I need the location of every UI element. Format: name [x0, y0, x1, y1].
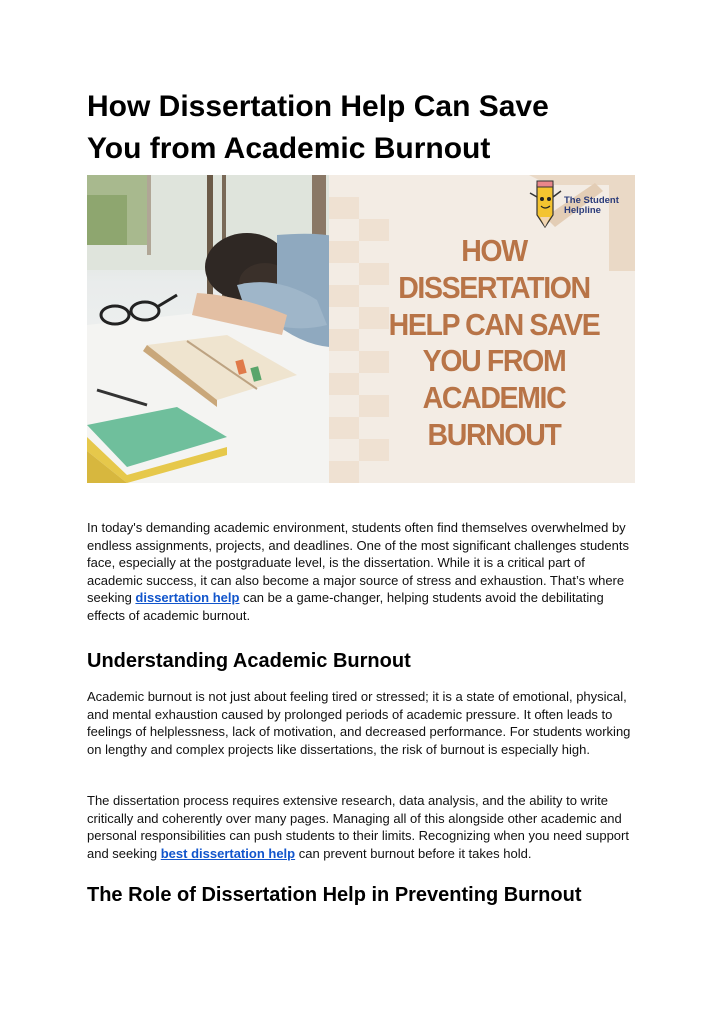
page-title-line2: You from Academic Burnout: [87, 132, 491, 165]
intro-text-after: can be a game-changer, helping students avoid the debilitating effects of academic burnout.: [87, 590, 604, 623]
hero-title: [370, 233, 618, 454]
brand-logo-line2: Helpline: [564, 205, 601, 216]
section-heading-role: The Role of Dissertation Help in Preventing Burnout: [87, 884, 582, 906]
student-sleeping-illustration: [87, 175, 359, 483]
section-heading-understanding: Understanding Academic Burnout: [87, 650, 411, 672]
para2-text-before: The dissertation process requires extensive research, data analysis, and the ability to write critically and coherently over many pages. Managing all of this alongside other academic and personal responsibilities can push students to their limits. Recognizing when you need support and seeking: [87, 793, 629, 861]
pencil-mascot-icon: [527, 179, 563, 229]
hero-image: [87, 175, 635, 483]
para2-text-after: can prevent burnout before it takes hold.: [295, 845, 532, 861]
hero-title-line: ACADEMIC: [422, 380, 566, 416]
brand-logo-line1: The Student: [564, 195, 619, 206]
dissertation-help-link[interactable]: dissertation help: [135, 590, 240, 606]
page-title-line1: How Dissertation Help Can Save: [87, 90, 549, 123]
brand-logo-text: [564, 196, 634, 216]
hero-text-panel: [359, 175, 635, 483]
burnout-paragraph-1: Academic burnout is not just about feeling tired or stressed; it is a state of emotional, physical, and mental exhaustion caused by prolonged periods of academic pressure. It often leads to feelings of helplessness, lack of motivation, and decreased performance. For students working on lengthy and complex projects like dissertations, the risk of burnout is especially high.: [87, 689, 631, 757]
hero-title-line: HELP CAN SAVE: [388, 306, 600, 342]
brand-logo: [527, 179, 627, 229]
hero-title-line: HOW: [461, 233, 527, 268]
hero-title-line: BURNOUT: [427, 416, 561, 452]
hero-title-line: YOU FROM: [422, 343, 566, 379]
hero-title-line: DISSERTATION: [398, 269, 590, 305]
page-title: [87, 86, 647, 170]
best-dissertation-help-link[interactable]: best dissertation help: [160, 845, 296, 861]
intro-paragraph: [87, 519, 635, 625]
burnout-paragraph-2: [87, 792, 635, 862]
intro-text-before: In today's demanding academic environment, students often find themselves overwhelmed by endless assignments, projects, and deadlines. One of the most significant challenges students face, especially at the postgraduate level, is the dissertation. While it is a critical part of academic success, it can also become a major source of stress and exhaustion. That’s where seeking: [87, 520, 629, 606]
hero-photo: [87, 175, 359, 483]
